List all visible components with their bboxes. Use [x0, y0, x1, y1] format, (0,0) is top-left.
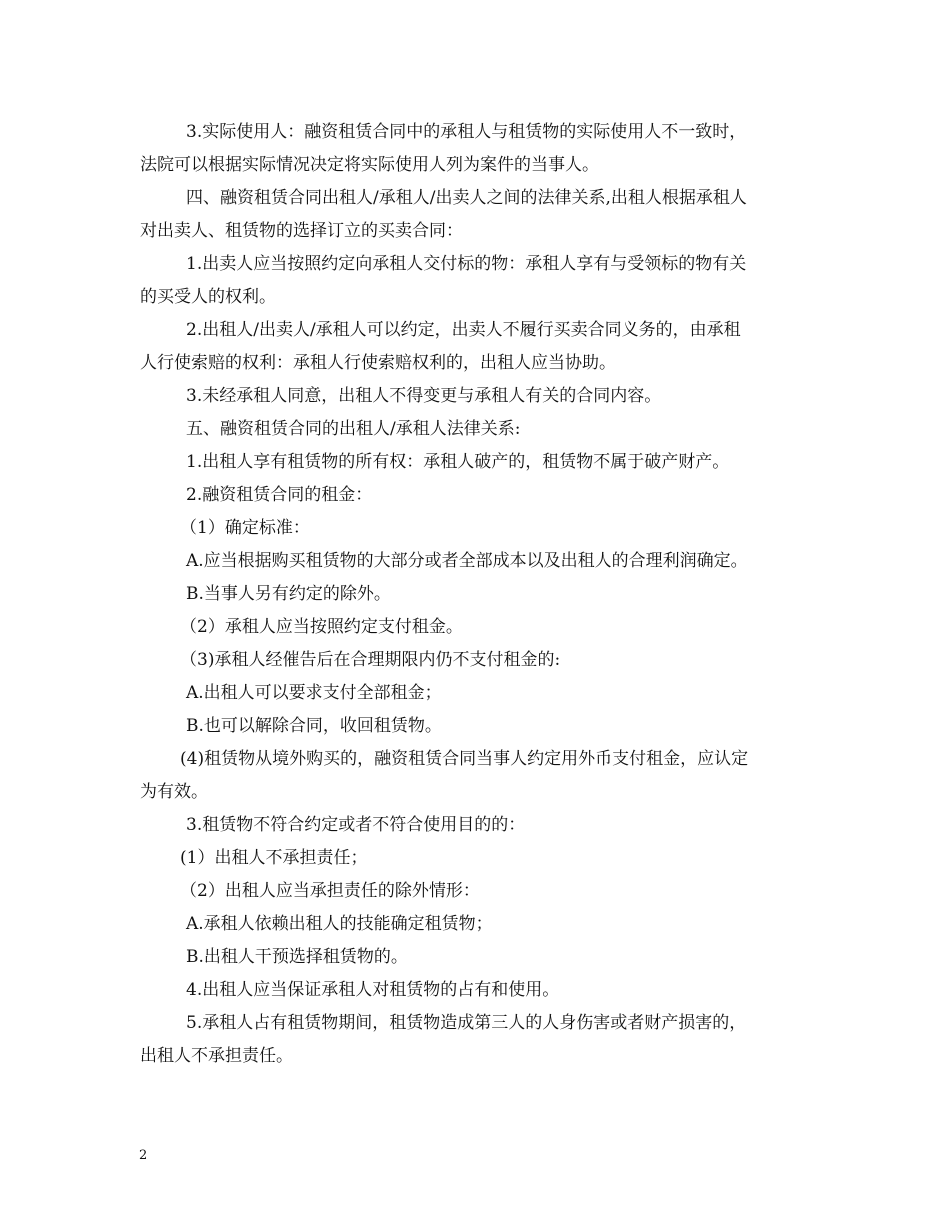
- paragraph-line: 1.出卖人应当按照约定向承租人交付标的物：承租人享有与受领标的物有关: [186, 254, 747, 274]
- paragraph-line: B.出租人干预选择租赁物的。: [186, 947, 408, 967]
- section-heading: 五、融资租赁合同的出租人/承租人法律关系:: [186, 419, 521, 439]
- paragraph-line: （3)承租人经催告后在合理期限内仍不支付租金的:: [180, 650, 561, 670]
- paragraph-line: 的买受人的权利。: [140, 287, 276, 307]
- paragraph-line: A.出租人可以要求支付全部租金；: [186, 683, 442, 703]
- paragraph-line: 人行使索赔的权利：承租人行使索赔权利的，出租人应当协助。: [140, 353, 616, 373]
- paragraph-line: 法院可以根据实际情况决定将实际使用人列为案件的当事人。: [140, 155, 599, 175]
- paragraph-line: 2.融资租赁合同的租金：: [186, 485, 373, 505]
- paragraph-line: 出租人不承担责任。: [140, 1046, 293, 1066]
- paragraph-line: （2）承租人应当按照约定支付租金。: [180, 617, 463, 637]
- paragraph-line: 对出卖人、租赁物的选择订立的买卖合同：: [140, 221, 463, 241]
- paragraph-line: 3.实际使用人：融资租赁合同中的承租人与租赁物的实际使用人不一致时，: [186, 122, 747, 142]
- paragraph-line: （2）出租人应当承担责任的除外情形：: [180, 881, 480, 901]
- paragraph-line: A.承租人依赖出租人的技能确定租赁物；: [186, 914, 493, 934]
- paragraph-line: 4.出租人应当保证承租人对租赁物的占有和使用。: [186, 980, 560, 1000]
- paragraph-line: 2.出租人/出卖人/承租人可以约定，出卖人不履行买卖合同义务的，由承租: [186, 320, 741, 340]
- paragraph-line: 5.承租人占有租赁物期间，租赁物造成第三人的人身伤害或者财产损害的，: [186, 1013, 747, 1033]
- paragraph-line: 3.未经承租人同意，出租人不得变更与承租人有关的合同内容。: [186, 386, 662, 406]
- paragraph-line: 1.出租人享有租赁物的所有权：承租人破产的，租赁物不属于破产财产。: [186, 452, 730, 472]
- paragraph-line: B.也可以解除合同，收回租赁物。: [186, 716, 442, 736]
- paragraph-line: 为有效。: [140, 782, 208, 802]
- paragraph-line: 3.租赁物不符合约定或者不符合使用目的的：: [186, 815, 526, 835]
- paragraph-line: A.应当根据购买租赁物的大部分或者全部成本以及出租人的合理利润确定。: [186, 551, 748, 571]
- paragraph-line: 四、融资租赁合同出租人/承租人/出卖人之间的法律关系,出租人根据承租人: [186, 188, 747, 208]
- document-body: [140, 116, 820, 1073]
- paragraph-line: (1）出租人不承担责任；: [180, 848, 368, 868]
- page-number: 2: [139, 1148, 148, 1163]
- paragraph-line: (4)租赁物从境外购买的，融资租赁合同当事人约定用外币支付租金，应认定: [180, 749, 749, 769]
- paragraph-line: （1）确定标准：: [180, 518, 310, 538]
- paragraph-line: B.当事人另有约定的除外。: [186, 584, 391, 604]
